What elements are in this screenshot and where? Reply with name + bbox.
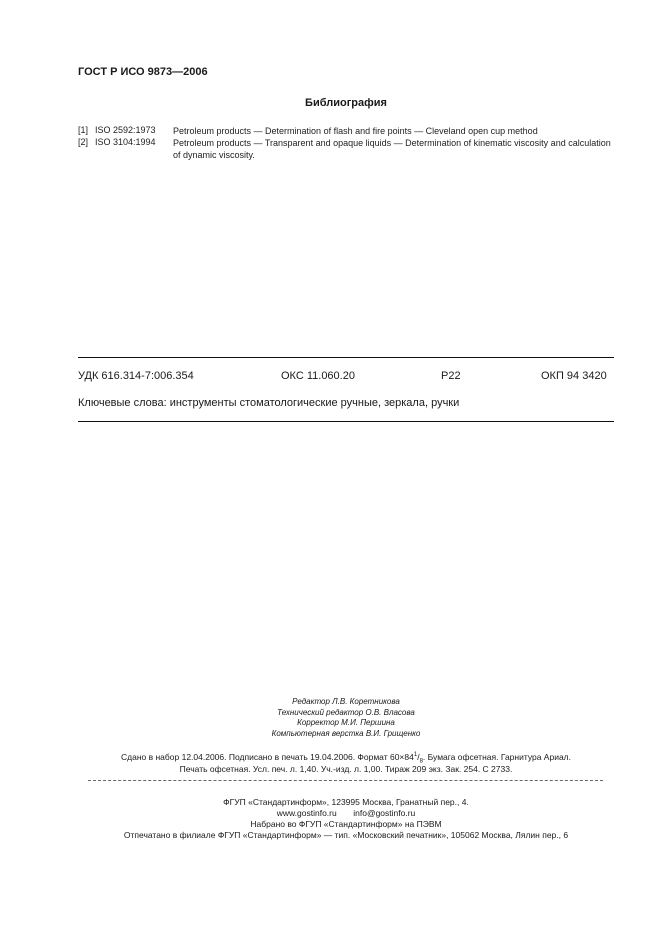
reference-text: Petroleum products — Transparent and opaque liquids — Determination of kinematic viscosity and calculation of dynamic viscosity. (173, 138, 611, 160)
reference-number: [2] (78, 137, 89, 147)
typeset-info: Набрано во ФГУП «Стандартинформ» на ПЭВМ (250, 819, 442, 829)
document-header: ГОСТ Р ИСО 9873—2006 (78, 66, 208, 78)
oks-code: ОКС 11.060.20 (281, 370, 355, 382)
credit-editor: Редактор Л.В. Коретникова (292, 697, 400, 706)
publisher-email[interactable]: info@gostinfo.ru (353, 808, 416, 818)
reference-code: ISO 3104:1994 (95, 137, 156, 147)
print-info-line-1: Сдано в набор 12.04.2006. Подписано в печать 19.04.2006. Формат $60\times 84^1/_8$. Бумага офсетная. Гарнитура Ариал. (121, 752, 571, 765)
publisher-contacts (0, 808, 661, 818)
udk-code: УДК 616.314-7:006.354 (78, 370, 194, 382)
print-info-line-2: Печать офсетная. Усл. печ. л. 1,40. Уч.-изд. л. 1,00. Тираж 209 экз. Зак. 254. С 2733. (179, 764, 513, 774)
reference-code: ISO 2592:1973 (95, 125, 156, 135)
dashed-separator (88, 780, 603, 781)
bibliography-title: Библиография (305, 97, 387, 109)
reference-text: Petroleum products — Determination of flash and fire points — Cleveland open cup method (173, 126, 538, 136)
credit-proofreader: Корректор М.И. Першина (297, 718, 395, 727)
publisher-address: ФГУП «Стандартинформ», 123995 Москва, Гранатный пер., 4. (223, 797, 469, 807)
credit-layout: Компьютерная верстка В.И. Грищенко (271, 729, 421, 738)
printed-info: Отпечатано в филиале ФГУП «Стандартинформ» — тип. «Московский печатник», 105062 Москва, Лялин пер., 6 (123, 830, 569, 840)
reference-number: [1] (78, 125, 89, 135)
bottom-rule (78, 421, 614, 422)
okp-code: ОКП 94 3420 (541, 370, 607, 382)
publisher-website[interactable]: www.gostinfo.ru (276, 808, 337, 818)
top-rule (78, 357, 614, 358)
keywords: Ключевые слова: инструменты стоматологические ручные, зеркала, ручки (78, 397, 460, 409)
group-code: Р22 (441, 370, 461, 382)
credit-tech-editor: Технический редактор О.В. Власова (277, 708, 415, 717)
